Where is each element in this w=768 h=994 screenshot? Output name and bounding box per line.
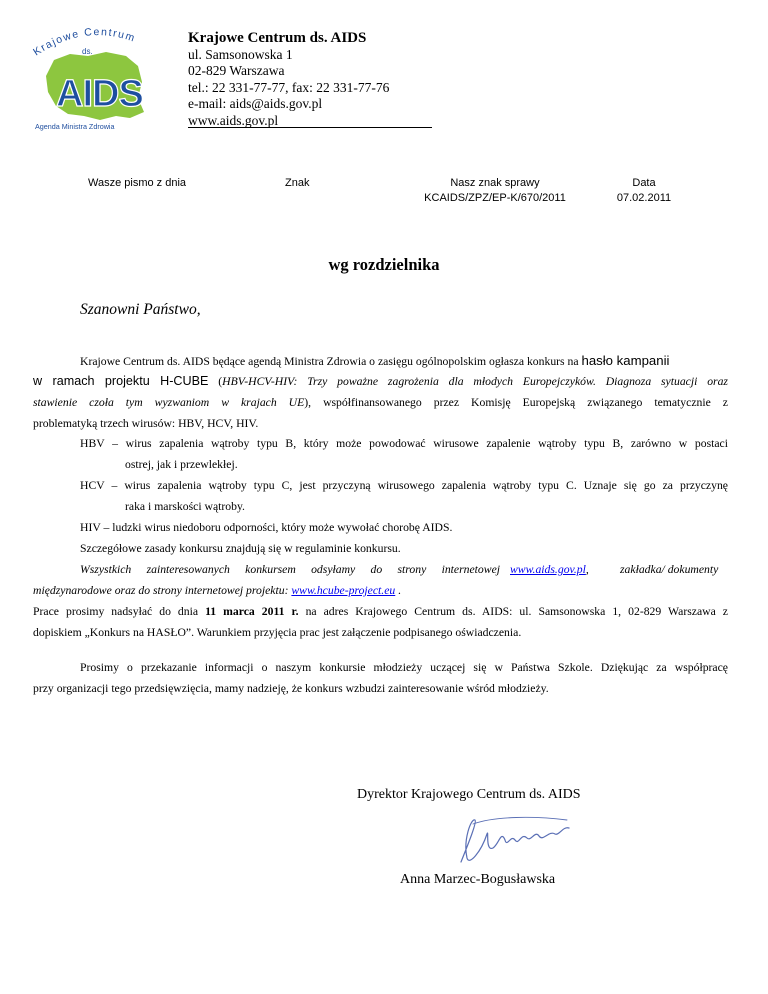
hcube-website-link[interactable]: www.hcube-project.eu [291, 584, 396, 597]
sender-email: e-mail: aids@aids.gov.pl [188, 96, 323, 112]
hbv-line1: HBV – wirus zapalenia wątroby typu B, który może powodować wirusowe zapalenie wątroby typu B, zarówno w postaci [80, 437, 728, 450]
hbv-line2: ostrej, jak i przewlekłej. [125, 458, 238, 471]
logo-ds-text: ds. [82, 47, 93, 56]
body-p1-line1: Krajowe Centrum ds. AIDS będące agendą Ministra Zdrowia o zasięgu ogólnopolskim ogłasza konkurs na hasło kampanii [80, 353, 670, 368]
invite-line1-link: www.aids.gov.pl, [510, 563, 589, 576]
body-p1-line3: stawienie czoła tym wyzwaniom w krajach UE), współfinansowanego przez Komisję Europejską związanego tematycznie z [33, 396, 728, 409]
date-label: Data [632, 177, 656, 189]
send-line2: dopiskiem „Konkurs na HASŁO”. Warunkiem przyjęcia prac jest załączenie podpisanego oświadczenia. [33, 626, 522, 639]
sender-web: www.aids.gov.pl [188, 112, 279, 128]
date-block [604, 176, 684, 206]
sign-label: Znak [285, 177, 310, 189]
hiv-line: HIV – ludzki wirus niedoboru odporności, który może wywołać chorobę AIDS. [80, 521, 453, 534]
invite-line1-end: zakładka/ dokumenty [620, 563, 719, 576]
sender-name: Krajowe Centrum ds. AIDS [188, 30, 367, 46]
hcv-line1: HCV – wirus zapalenia wątroby typu C, jest przyczyną wirusowego zapalenia wątroby typu C. Uznaje się go za przyczynę [80, 479, 728, 492]
aids-logo [26, 26, 158, 136]
signatory-name: Anna Marzec-Bogusławska [400, 872, 556, 887]
sender-phone: tel.: 22 331-77-77, fax: 22 331-77-76 [188, 79, 390, 95]
send-line1: Prace prosimy nadsyłać do dnia 11 marca 2011 r. na adres Krajowego Centrum ds. AIDS: ul. Samsonowska 1, 02-829 Warszawa z [33, 605, 728, 618]
invite-line1-text: Wszystkich zainteresowanych konkursem odsyłamy do strony internetowej [80, 563, 500, 576]
body-p1-line2: w ramach projektu H-CUBE (HBV-HCV-HIV: Trzy poważne zagrożenia dla młodych Europejczyków. Diagnoza sytuacji oraz [33, 374, 728, 388]
aids-website-link[interactable]: www.aids.gov.pl [510, 563, 586, 576]
handwritten-signature [455, 812, 575, 868]
header-divider [188, 127, 432, 128]
sender-street: ul. Samsonowska 1 [188, 46, 293, 62]
hcv-line2: raka i marskości wątroby. [125, 500, 245, 513]
recipient: wg rozdzielnika [328, 255, 440, 274]
closing-line1: Prosimy o przekazanie informacji o naszym konkursie młodzieży uczącej się w Państwa Szkole. Dziękując za współpracę [80, 661, 728, 674]
logo-bottom-text: Agenda Ministra Zdrowia [35, 122, 115, 131]
logo-arc-text: Krajowe Centrum [31, 26, 138, 59]
signatory-title: Dyrektor Krajowego Centrum ds. AIDS [357, 787, 581, 802]
our-reference [410, 176, 580, 206]
rules-line: Szczegółowe zasady konkursu znajdują się w regulaminie konkursu. [80, 542, 401, 555]
body-p1-line4: problematyką trzech wirusów: HBV, HCV, HIV. [33, 417, 259, 430]
sender-block [188, 30, 389, 130]
your-letter-label: Wasze pismo z dnia [88, 177, 187, 189]
date-value: 07.02.2011 [616, 192, 672, 204]
closing-line2: przy organizacji tego przedsięwzięcia, mamy nadzieję, że konkurs wzbudzi zainteresowanie wśród młodzieży. [33, 682, 549, 695]
logo-main-text: AIDS [56, 73, 143, 115]
salutation: Szanowni Państwo, [80, 301, 201, 318]
sender-city: 02-829 Warszawa [188, 63, 285, 79]
our-ref-value: KCAIDS/ZPZ/EP-K/670/2011 [424, 192, 566, 204]
invite-line2: międzynarodowe oraz do strony internetowej projektu: www.hcube-project.eu . [33, 584, 402, 597]
our-ref-label: Nasz znak sprawy [450, 177, 540, 189]
